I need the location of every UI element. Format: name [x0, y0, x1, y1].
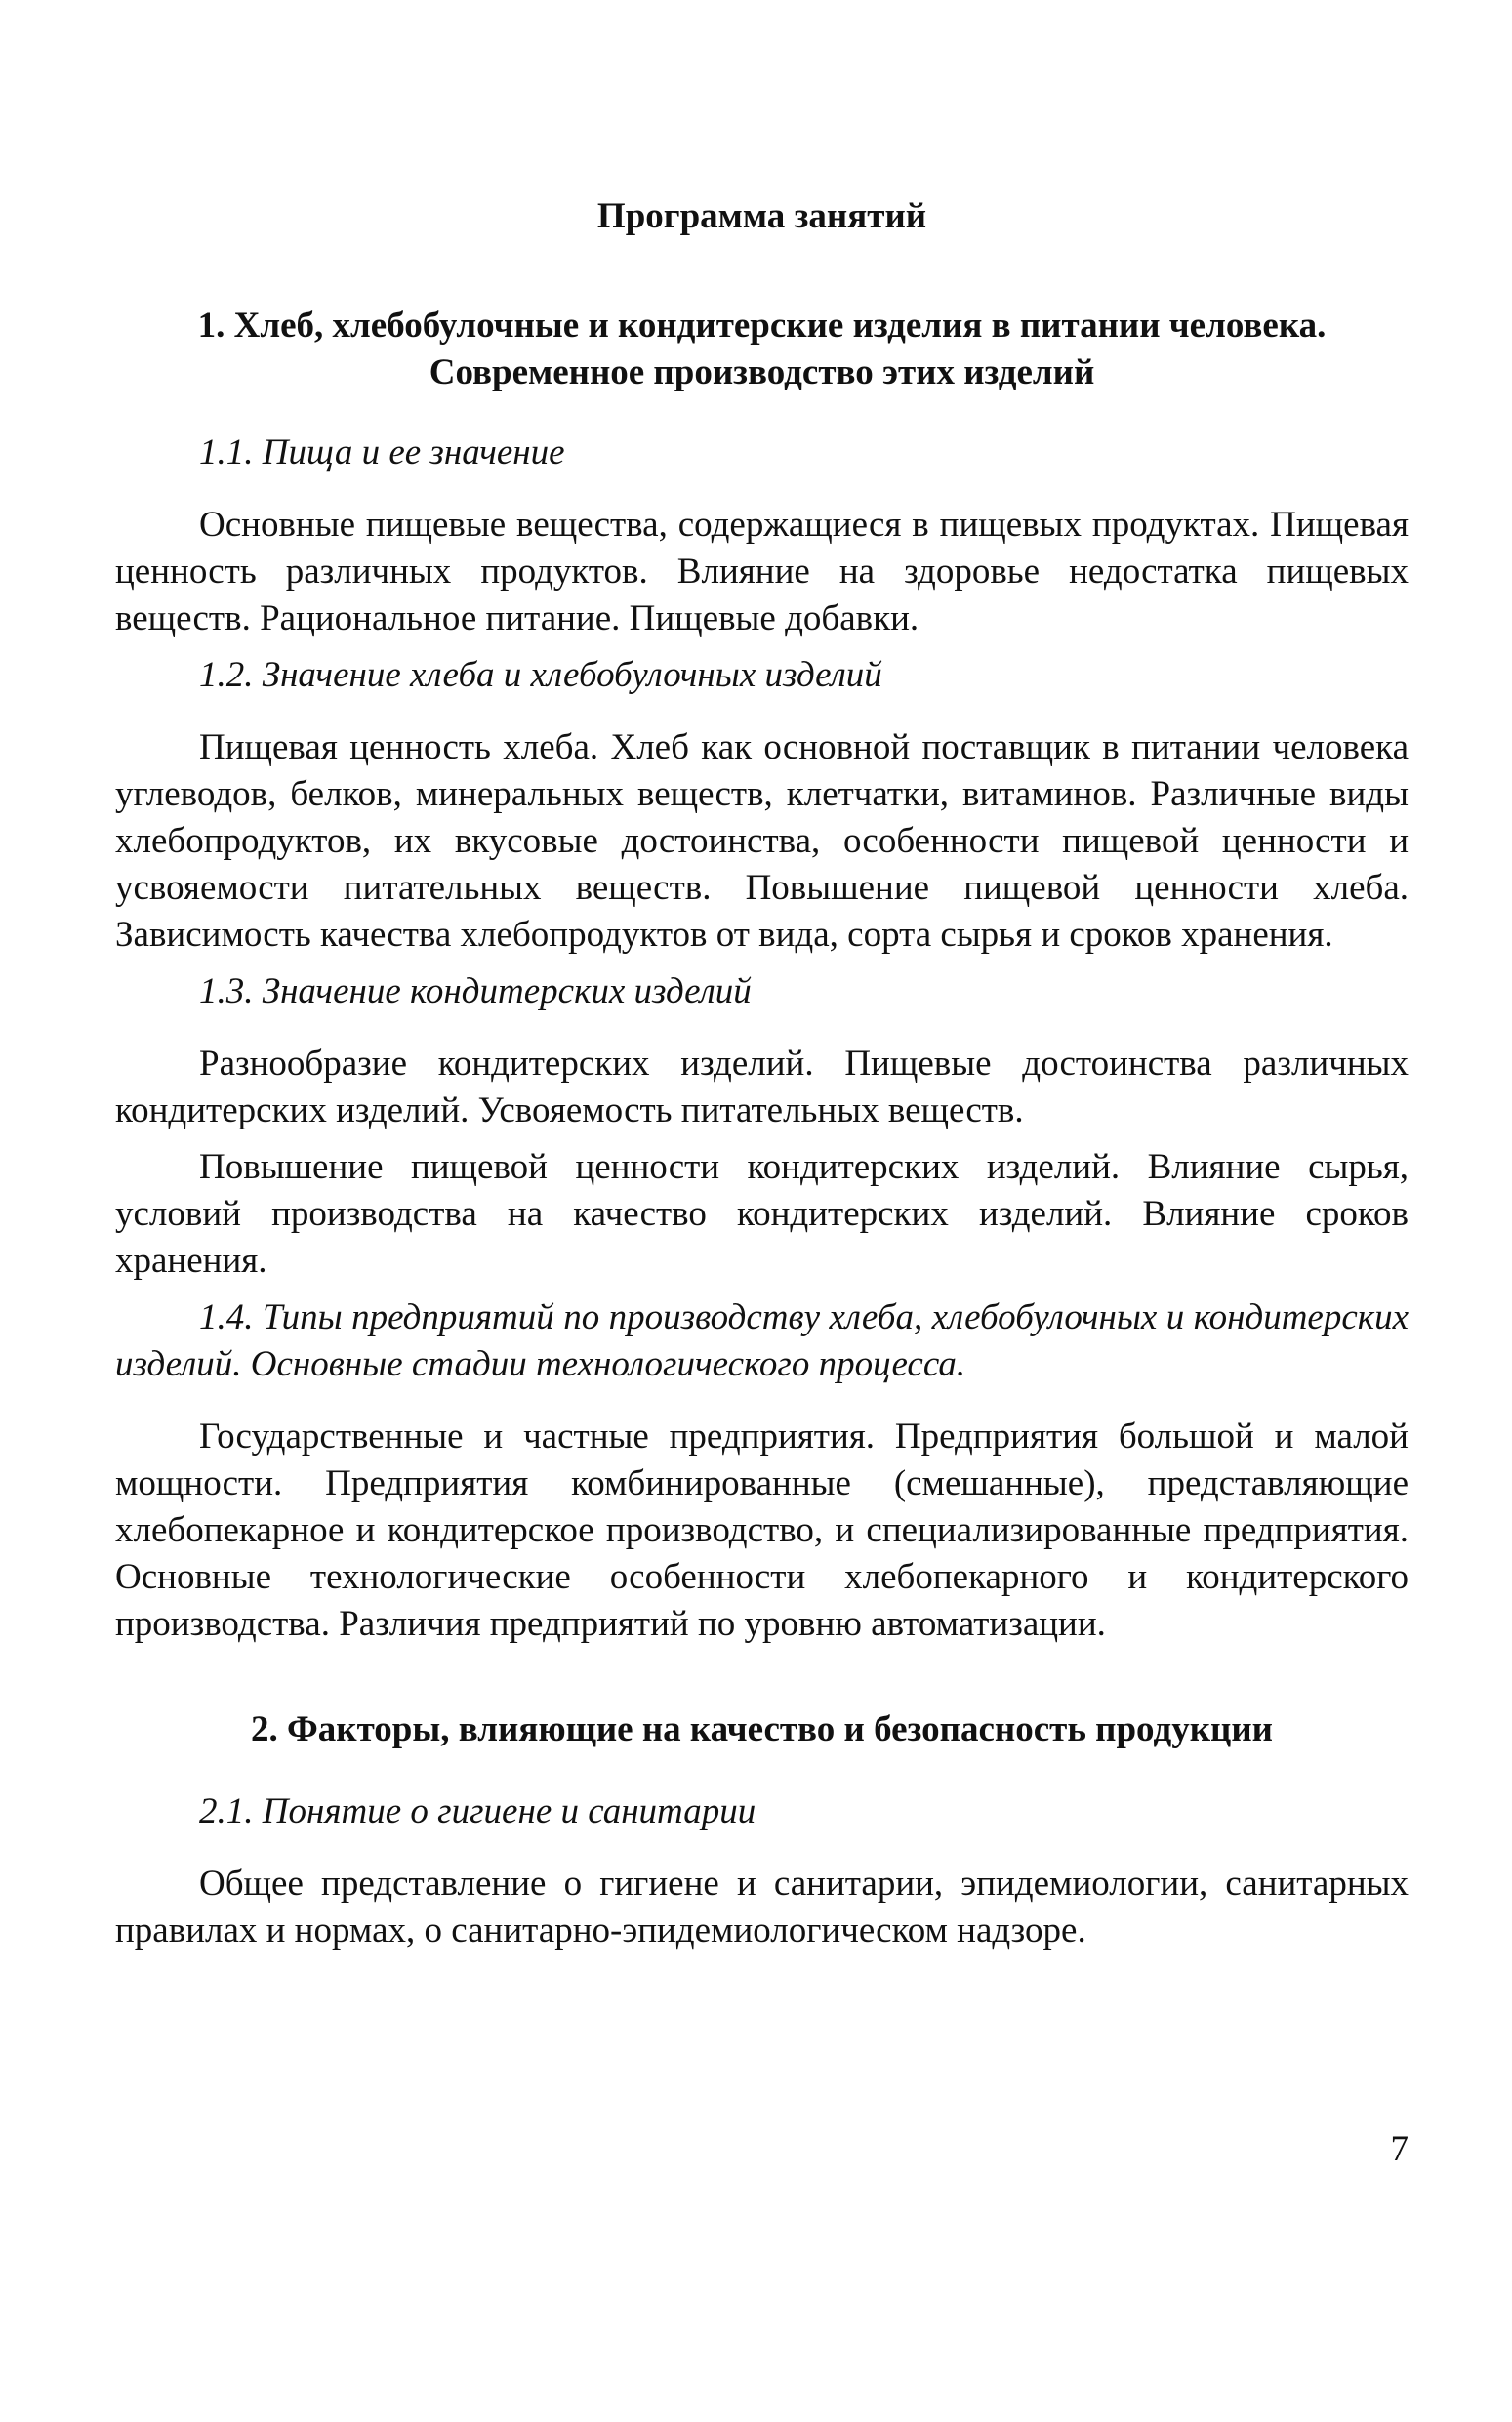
paragraph: Разнообразие кондитерских изделий. Пищевые достоинства различных кондитерских изделий. Усвояемость питательных веществ.: [115, 1044, 1409, 1130]
paragraph: Государственные и частные предприятия. Предприятия большой и малой мощности. Предприятия комбинированные (смешанные), представляющие хлебопекарное и кондитерское производство, и специализированные предприятия. Основные технологические особенности хлебопекарного и кондитерского производства. Различия предприятий по уровню автоматизации.: [115, 1416, 1409, 1644]
paragraph: Повышение пищевой ценности кондитерских изделий. Влияние сырья, условий производства на качество кондитерских изделий. Влияние сроков хранения.: [115, 1147, 1409, 1281]
subsection-title-1-3: 1.3. Значение кондитерских изделий: [199, 971, 752, 1011]
paragraph: Общее представление о гигиене и санитарии, эпидемиологии, санитарных правилах и нормах, о санитарно-эпидемиологическом надзоре.: [115, 1864, 1409, 1950]
section-title-2: 2. Факторы, влияющие на качество и безопасность продукции: [251, 1709, 1273, 1749]
subsection-title-2-1: 2.1. Понятие о гигиене и санитарии: [199, 1791, 756, 1831]
page-number: 7: [1390, 2129, 1409, 2169]
subsection-title-1-4: 1.4. Типы предприятий по производству хлеба, хлебобулочных и кондитерских изделий. Основные стадии технологического процесса.: [115, 1297, 1409, 1384]
page-content: [115, 195, 1409, 1964]
paragraph: Основные пищевые вещества, содержащиеся в пищевых продуктах. Пищевая ценность различных продуктов. Влияние на здоровье недостатка пищевых веществ. Рациональное питание. Пищевые добавки.: [115, 505, 1409, 638]
paragraph: Пищевая ценность хлеба. Хлеб как основной поставщик в питании человека углеводов, белков, минеральных веществ, клетчатки, витаминов. Различные виды хлебопродуктов, их вкусовые достоинства, особенности пищевой ценности и усвояемости питательных веществ. Повышение пищевой ценности хлеба. Зависимость качества хлебопродуктов от вида, сорта сырья и сроков хранения.: [115, 727, 1409, 955]
subsection-title-1-2: 1.2. Значение хлеба и хлебобулочных изделий: [199, 655, 882, 695]
page-title: Программа занятий: [596, 196, 927, 236]
subsection-title-1-1: 1.1. Пища и ее значение: [199, 432, 565, 472]
section-title-1: 1. Хлеб, хлебобулочные и кондитерские изделия в питании человека. Современное производство этих изделий: [197, 306, 1327, 392]
